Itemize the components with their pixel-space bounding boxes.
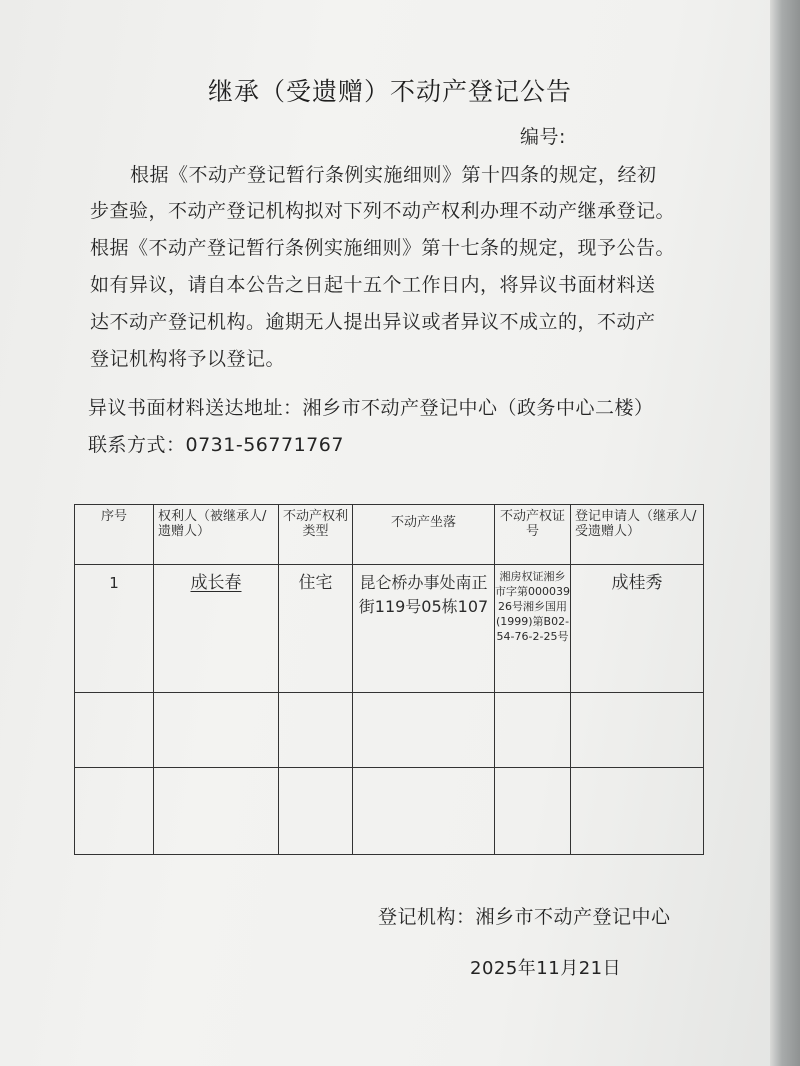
table-row-empty: [75, 768, 704, 855]
notice-date: 2025年11月21日: [470, 958, 622, 979]
objection-address: 异议书面材料送达地址：湘乡市不动产登记中心（政务中心二楼）: [88, 397, 654, 419]
header-holder: 权利人（被继承人/遗赠人）: [154, 505, 279, 565]
table-header-row: [75, 505, 704, 565]
header-applicant: 登记申请人（继承人/受遗赠人）: [571, 505, 704, 565]
row-holder: [154, 565, 279, 693]
row-location: 昆仑桥办事处南正街119号05栋107: [353, 565, 495, 693]
notice-number-label: 编号:: [520, 126, 566, 148]
table-row-empty: [75, 693, 704, 768]
header-location: 不动产坐落: [353, 505, 495, 565]
empty-cell: [495, 768, 571, 855]
row-right-type: 住宅: [279, 565, 353, 693]
row-cert-no: 湘房权证湘乡市字第00003926号湘乡国用(1999)第B02-54-76-2-25号: [495, 565, 571, 693]
header-seq: 序号: [75, 505, 154, 565]
empty-cell: [154, 768, 279, 855]
empty-cell: [571, 693, 704, 768]
table-row: [75, 565, 704, 693]
paragraph-line-5: 达不动产登记机构。逾期无人提出异议或者异议不成立的，不动产: [90, 311, 656, 333]
paper-edge-shadow: [770, 0, 800, 1066]
empty-cell: [75, 693, 154, 768]
paragraph-line-3: 根据《不动产登记暂行条例实施细则》第十七条的规定，现予公告。: [90, 237, 676, 259]
registration-agency: 登记机构：湘乡市不动产登记中心: [378, 906, 671, 928]
empty-cell: [279, 768, 353, 855]
empty-cell: [571, 768, 704, 855]
paragraph-line-1: 根据《不动产登记暂行条例实施细则》第十四条的规定，经初: [130, 164, 657, 186]
paragraph-line-6: 登记机构将予以登记。: [90, 348, 286, 370]
empty-cell: [279, 693, 353, 768]
header-right-type: 不动产权利类型: [279, 505, 353, 565]
empty-cell: [353, 768, 495, 855]
empty-cell: [495, 693, 571, 768]
row-applicant: 成桂秀: [571, 565, 704, 693]
paragraph-line-4: 如有异议，请自本公告之日起十五个工作日内，将异议书面材料送: [90, 274, 656, 296]
row-seq: 1: [75, 565, 154, 693]
header-cert-no: 不动产权证号: [495, 505, 571, 565]
empty-cell: [75, 768, 154, 855]
property-table: [74, 504, 704, 855]
empty-cell: [353, 693, 495, 768]
contact-info: 联系方式：0731-56771767: [88, 434, 344, 456]
paragraph-line-2: 步查验，不动产登记机构拟对下列不动产权利办理不动产继承登记。: [90, 200, 676, 222]
notice-title: 继承（受遗赠）不动产登记公告: [207, 77, 572, 106]
empty-cell: [154, 693, 279, 768]
row-holder-name: 成长春: [190, 573, 242, 593]
